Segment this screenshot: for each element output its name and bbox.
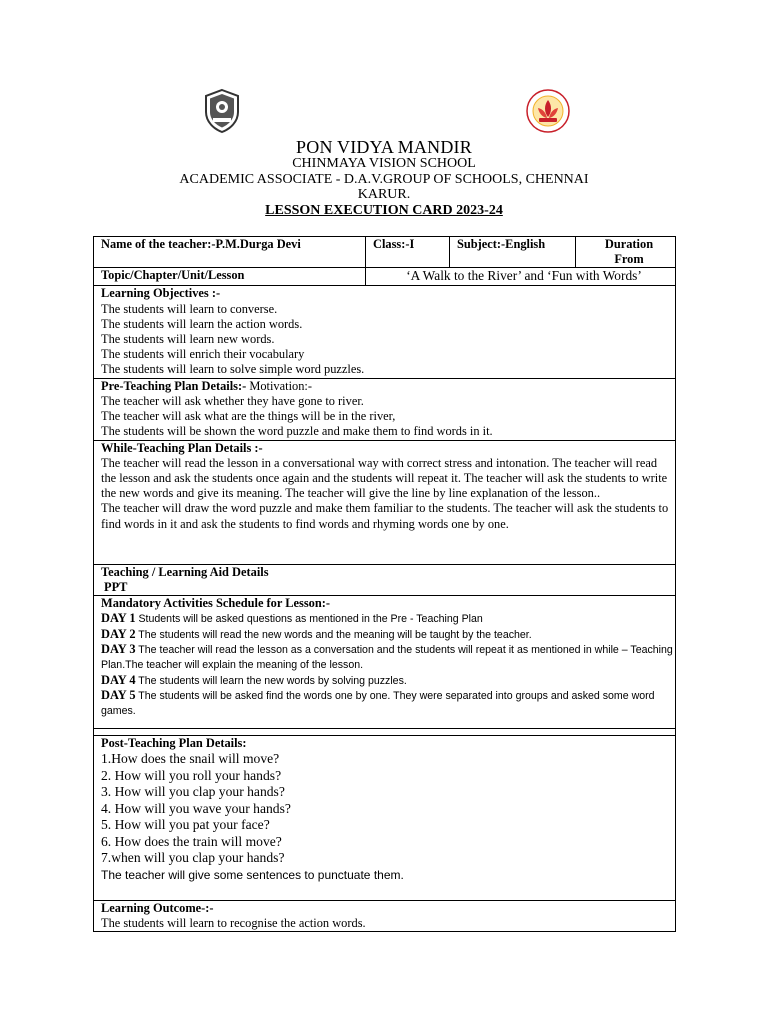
school-subtitle: CHINMAYA VISION SCHOOL <box>292 156 476 171</box>
school-name: PON VIDYA MANDIR <box>296 137 472 157</box>
duration-from-label: From <box>614 252 644 267</box>
pre-teaching-title: Pre-Teaching Plan Details:- <box>101 378 247 393</box>
subject-cell: Subject:-English <box>450 237 576 268</box>
while-teaching-title: While-Teaching Plan Details :- <box>101 440 263 455</box>
post-question: 2. How will you roll your hands? <box>101 767 282 783</box>
outcome-text: The students will learn to recognise the action words. <box>101 916 366 931</box>
post-question: 6. How does the train will move? <box>101 833 282 849</box>
post-question: 3. How will you clap your hands? <box>101 784 285 800</box>
spacer-row <box>94 729 676 736</box>
objective-item: The students will learn the action words. <box>101 316 303 331</box>
duration-label: Duration <box>604 237 654 251</box>
mandatory-title: Mandatory Activities Schedule for Lesson:- <box>101 596 330 611</box>
card-title: LESSON EXECUTION CARD 2023-24 <box>265 203 503 218</box>
pre-teaching-item: The students will be shown the word puzzle and make them to find words in it. <box>101 424 493 439</box>
pon-vidya-mandir-seal-logo <box>521 88 575 134</box>
objective-item: The students will learn new words. <box>101 332 275 347</box>
learning-aid-value: PPT <box>104 579 128 594</box>
learning-outcome-section <box>94 901 676 932</box>
pre-teaching-section <box>94 378 676 440</box>
post-question: 4. How will you wave your hands? <box>101 800 291 816</box>
objective-item: The students will learn to converse. <box>101 301 278 316</box>
school-association: ACADEMIC ASSOCIATE - D.A.V.GROUP OF SCHOOLS, CHENNAI <box>179 172 589 187</box>
outcome-title: Learning Outcome-:- <box>101 901 214 916</box>
pre-teaching-item: The teacher will ask what are the things will be in the river, <box>101 409 396 424</box>
objectives-title: Learning Objectives :- <box>101 286 221 301</box>
day-5-item: DAY 5 The students will be asked find the words one by one. They were separated into groups and asked some word games. <box>101 688 655 717</box>
post-question: 7.when will you clap your hands? <box>101 850 285 866</box>
post-teaching-title: Post-Teaching Plan Details: <box>101 736 247 751</box>
class-cell: Class:-I <box>366 237 450 268</box>
day-2-item: DAY 2 The students will read the new words and the meaning will be taught by the teacher. <box>101 626 532 641</box>
post-question: 1.How does the snail will move? <box>101 751 280 767</box>
topic-value-cell: ‘A Walk to the River’ and ‘Fun with Words’ <box>366 268 676 286</box>
topic-label-cell: Topic/Chapter/Unit/Lesson <box>94 268 366 286</box>
pre-teaching-motivation: Motivation:- <box>246 378 312 393</box>
duration-cell <box>576 237 676 268</box>
while-teaching-paragraph-2: The teacher will draw the word puzzle and make them familiar to the students. The teacher will ask the students to find words in it and ask the students to find words and rhyming words one by one. <box>101 501 669 531</box>
learning-aid-title: Teaching / Learning Aid Details <box>101 564 269 579</box>
learning-objectives-section <box>94 286 676 378</box>
lesson-execution-table <box>93 236 676 932</box>
post-teaching-section <box>94 736 676 901</box>
school-emblem-logo <box>202 88 242 134</box>
day-3-item: DAY 3 The teacher will read the lesson as a conversation and the students will repeat it as mentioned in while – Teaching Plan.The teacher will explain the meaning of the lesson. <box>101 642 673 672</box>
teacher-name-cell: Name of the teacher:-P.M.Durga Devi <box>94 237 366 268</box>
day-1-item: DAY 1 Students will be asked questions as mentioned in the Pre - Teaching Plan <box>101 611 483 626</box>
objective-item: The students will learn to solve simple word puzzles. <box>101 362 365 377</box>
mandatory-activities-section <box>94 596 676 729</box>
post-question: 5. How will you pat your face? <box>101 817 270 833</box>
pre-teaching-item: The teacher will ask whether they have gone to river. <box>101 393 364 408</box>
post-teaching-footer: The teacher will give some sentences to punctuate them. <box>101 867 404 882</box>
day-4-item: DAY 4 The students will learn the new words by solving puzzles. <box>101 672 407 687</box>
while-teaching-section <box>94 440 676 564</box>
while-teaching-paragraph-1: The teacher will read the lesson in a conversational way with correct stress and intonation. The teacher will read the lesson and ask the students once again and the students will repeat it. The teacher will ask the students to write the new words and give its meaning. The teacher will give the line by line explanation of the lesson.. <box>101 455 668 501</box>
learning-aid-section <box>94 564 676 595</box>
school-location: KARUR. <box>357 187 411 202</box>
objective-item: The students will enrich their vocabulary <box>101 347 305 362</box>
